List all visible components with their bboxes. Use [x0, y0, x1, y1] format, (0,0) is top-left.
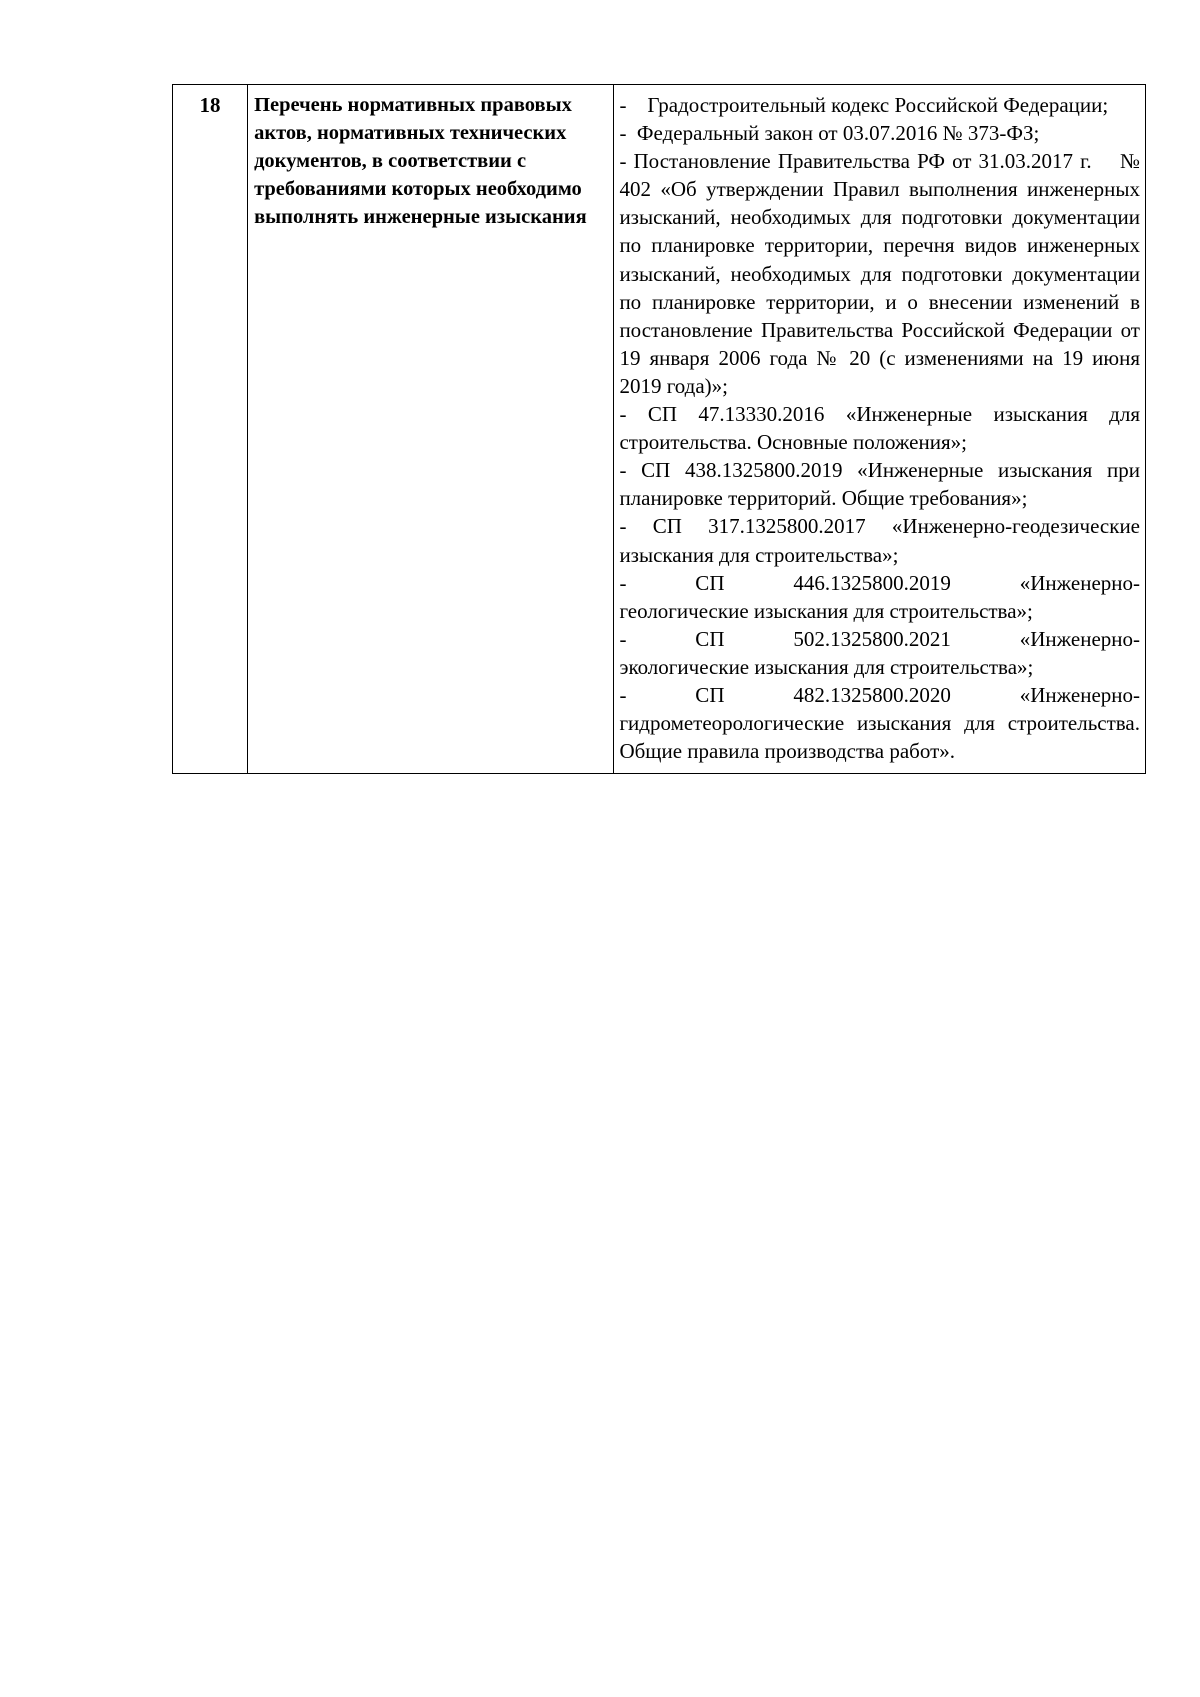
list-item: - Градостроительный кодекс Российской Федерации;	[619, 93, 1109, 117]
list-item: - СП 438.1325800.2019 «Инженерные изыскания при планировке территорий. Общие требования»;	[619, 458, 1140, 511]
list-item: - СП 482.1325800.2020 «Инженерно-гидрометеорологические изыскания для строительства. Общие правила производства работ».	[619, 682, 1140, 764]
list-item: - Федеральный закон от 03.07.2016 № 373-ФЗ;	[619, 121, 1040, 146]
row-number: 18	[173, 85, 248, 774]
list-item: - СП 446.1325800.2019 «Инженерно-геологические изыскания для строительства»;	[619, 570, 1140, 623]
row-title: Перечень нормативных правовых актов, нормативных технических документов, в соответствии с требованиями которых необходимо выполнять инженерные изыскания	[248, 85, 614, 774]
list-item: - СП 317.1325800.2017 «Инженерно-геодезические изыскания для строительства»;	[619, 514, 1140, 567]
requirements-table	[172, 84, 1146, 774]
list-item: - СП 47.13330.2016 «Инженерные изыскания для строительства. Основные положения»;	[619, 402, 1140, 455]
list-item: - Постановление Правительства РФ от 31.03.2017 г. № 402 «Об утверждении Правил выполнения инженерных изысканий, необходимых для подготовки документации по планировке территории, перечня видов инженерных изысканий, необходимых для подготовки документации по планировке территории, и о внесении изменений в постановление Правительства Российской Федерации от 19 января 2006 года № 20 (с изменениями на 19 июня 2019 года)»;	[619, 149, 1140, 398]
list-item: - СП 502.1325800.2021 «Инженерно-экологические изыскания для строительства»;	[619, 626, 1140, 679]
table-row	[173, 85, 1146, 774]
row-content	[614, 85, 1146, 774]
